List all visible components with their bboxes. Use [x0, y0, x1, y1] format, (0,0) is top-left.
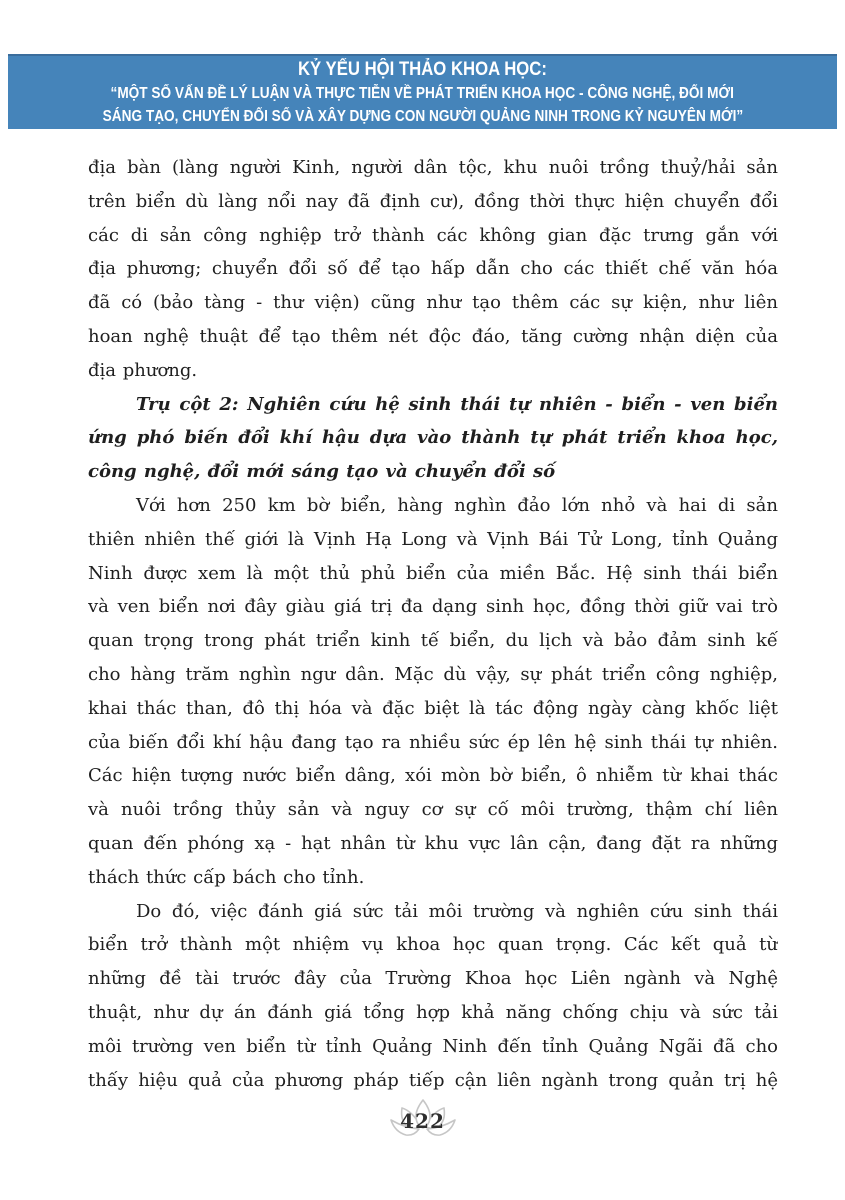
text-line: thấy hiệu quả của phương pháp tiếp cận liên ngành trong quản trị hệ: [88, 1069, 778, 1091]
page-footer: [0, 1097, 845, 1139]
text-line: thiên nhiên thế giới là Vịnh Hạ Long và Vịnh Bái Tử Long, tỉnh Quảng: [88, 528, 778, 550]
paragraph-continuation: [88, 151, 778, 388]
text-line: Do đó, việc đánh giá sức tải môi trường và nghiên cứu sinh thái: [136, 900, 778, 922]
text-line: thách thức cấp bách cho tỉnh.: [88, 866, 365, 888]
text-line: và ven biển nơi đây giàu giá trị đa dạng sinh học, đồng thời giữ vai trò: [88, 596, 778, 618]
text-line: Trụ cột 2: Nghiên cứu hệ sinh thái tự nhiên - biển - ven biển: [136, 393, 778, 415]
text-line: địa phương.: [88, 359, 198, 381]
text-line: đã có (bảo tàng - thư viện) cũng như tạo thêm các sự kiện, như liên: [88, 292, 778, 314]
text-line: địa bàn (làng người Kinh, người dân tộc, khu nuôi trồng thuỷ/hải sản: [88, 157, 778, 178]
page-number: 422: [400, 1109, 445, 1133]
text-line: Với hơn 250 km bờ biển, hàng nghìn đảo lớn nhỏ và hai di sản: [136, 494, 778, 516]
text-line: trên biển dù làng nổi nay đã định cư), đồng thời thực hiện chuyển đổi: [88, 190, 778, 212]
text-line: Ninh được xem là một thủ phủ biển của miền Bắc. Hệ sinh thái biển: [88, 562, 778, 584]
text-line: biển trở thành một nhiệm vụ khoa học quan trọng. Các kết quả từ: [88, 934, 778, 956]
text-line: những đề tài trước đây của Trường Khoa học Liên ngành và Nghệ: [88, 968, 778, 990]
text-line: Các hiện tượng nước biển dâng, xói mòn bờ biển, ô nhiễm từ khai thác: [88, 765, 778, 787]
header-band: [8, 54, 837, 129]
paragraph: [88, 489, 778, 895]
text-line: thuật, như dự án đánh giá tổng hợp khả năng chống chịu và sức tải: [88, 1001, 778, 1023]
text-line: quan trọng trong phát triển kinh tế biển, du lịch và bảo đảm sinh kế: [88, 630, 778, 652]
text-line: và nuôi trồng thủy sản và nguy cơ sự cố môi trường, thậm chí liên: [88, 799, 778, 821]
page-number-ornament: [389, 1097, 457, 1139]
text-line: các di sản công nghiệp trở thành các không gian đặc trưng gắn với: [88, 224, 778, 246]
header-title: KỶ YẾU HỘI THẢO KHOA HỌC:: [298, 58, 547, 80]
text-line: ứng phó biến đổi khí hậu dựa vào thành tự phát triển khoa học,: [88, 427, 778, 449]
paragraph: [88, 895, 778, 1098]
text-line: khai thác than, đô thị hóa và đặc biệt là tác động ngày càng khốc liệt: [88, 697, 778, 719]
header-subtitle-line-2: SÁNG TẠO, CHUYỂN ĐỔI SỐ VÀ XÂY DỰNG CON NGƯỜI QUẢNG NINH TRONG KỶ NGUYÊN MỚI”: [102, 107, 743, 125]
text-line: môi trường ven biển từ tỉnh Quảng Ninh đến tỉnh Quảng Ngãi đã cho: [88, 1035, 778, 1057]
page-body: [88, 151, 778, 1097]
text-line: địa phương; chuyển đổi số để tạo hấp dẫn cho các thiết chế văn hóa: [88, 258, 778, 280]
text-line: công nghệ, đổi mới sáng tạo và chuyển đổi số: [88, 461, 556, 483]
text-line: quan đến phóng xạ - hạt nhân từ khu vực lân cận, đang đặt ra những: [88, 832, 778, 854]
text-line: cho hàng trăm nghìn ngư dân. Mặc dù vậy, sự phát triển công nghiệp,: [88, 663, 778, 685]
text-line: của biến đổi khí hậu đang tạo ra nhiều sức ép lên hệ sinh thái tự nhiên.: [88, 731, 778, 753]
header-subtitle-line-1: “MỘT SỐ VẤN ĐỀ LÝ LUẬN VÀ THỰC TIỄN VỀ PHÁT TRIỂN KHOA HỌC - CÔNG NGHỆ, ĐỔI MỚI: [110, 84, 735, 102]
section-heading: [88, 388, 778, 489]
text-line: hoan nghệ thuật để tạo thêm nét độc đáo, tăng cường nhận diện của: [88, 325, 778, 347]
